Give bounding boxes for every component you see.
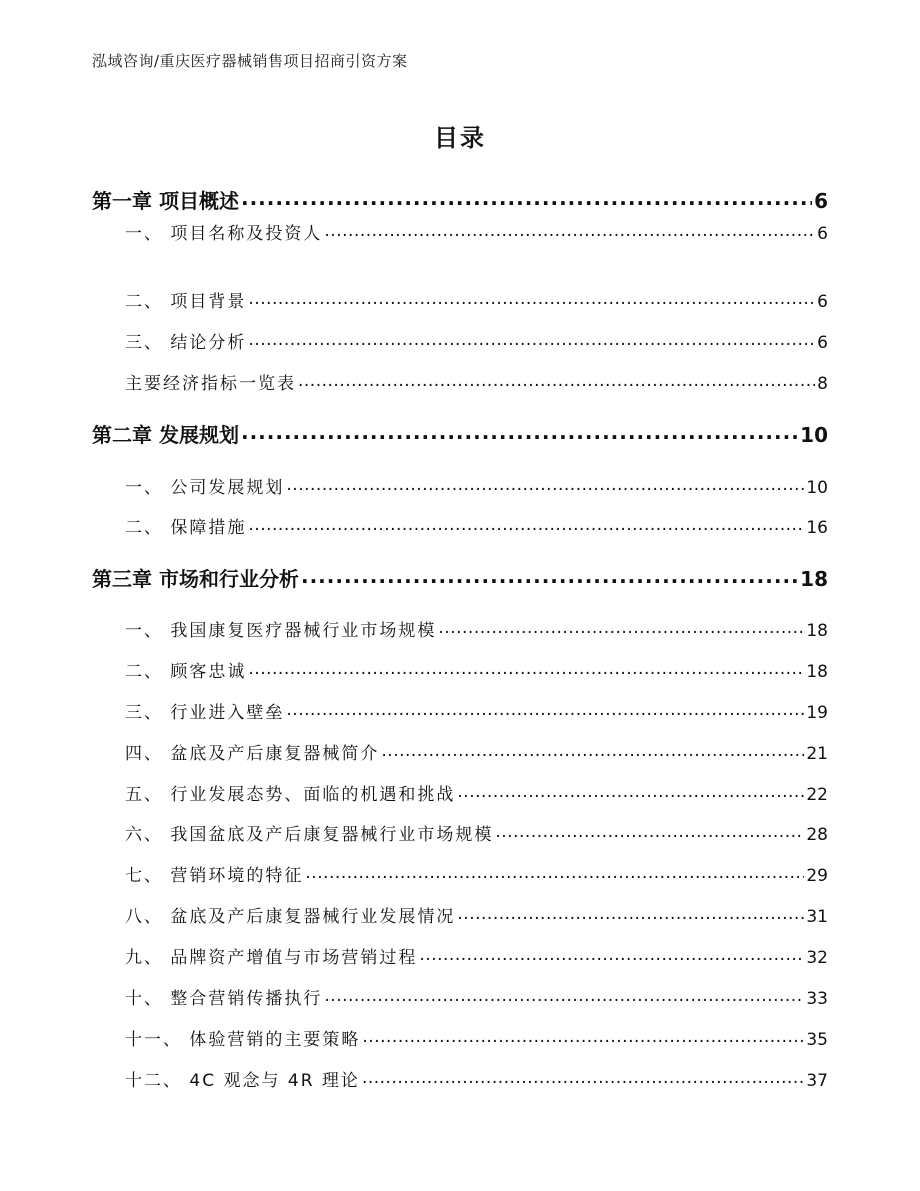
toc-entry-label: 一、 我国康复医疗器械行业市场规模	[125, 621, 437, 641]
toc-entry-label: 六、 我国盆底及产后康复器械行业市场规模	[125, 825, 494, 845]
toc-chapter-entry[interactable]	[92, 185, 828, 214]
toc-entry-label: 三、 行业进入壁垒	[125, 703, 285, 723]
dot-leader	[248, 290, 815, 307]
toc-section-entry[interactable]	[125, 943, 828, 968]
toc-entry-page: 6	[817, 292, 828, 312]
toc-section-entry[interactable]	[125, 219, 828, 244]
toc-section-entry[interactable]	[125, 984, 828, 1009]
toc-section-entry[interactable]	[125, 657, 828, 682]
toc-title: 目录	[434, 124, 486, 152]
toc-entry-label: 九、 品牌资产增值与市场营销过程	[125, 948, 418, 968]
toc-entry-page: 22	[806, 785, 828, 805]
toc-entry-page: 10	[806, 478, 828, 498]
toc-section-entry[interactable]	[125, 698, 828, 723]
toc-section-entry[interactable]	[125, 287, 828, 312]
dot-leader	[248, 660, 804, 677]
toc-section-entry[interactable]	[125, 1025, 828, 1050]
dot-leader	[298, 372, 815, 389]
dot-leader	[301, 566, 798, 586]
toc-entry-label: 二、 保障措施	[125, 518, 247, 538]
toc-entry-page: 21	[806, 744, 828, 764]
toc-entry-label: 一、 项目名称及投资人	[125, 224, 323, 244]
toc-entry-label: 五、 行业发展态势、面临的机遇和挑战	[125, 785, 456, 805]
toc-entry-label: 第三章 市场和行业分析	[92, 567, 299, 591]
toc-entry-page: 33	[806, 989, 828, 1009]
toc-section-entry[interactable]	[125, 739, 828, 764]
toc-entry-page: 18	[806, 662, 828, 682]
dot-leader	[457, 905, 804, 922]
toc-entry-page: 6	[814, 189, 828, 213]
dot-leader	[305, 864, 804, 881]
dot-leader	[248, 516, 804, 533]
toc-chapter-entry[interactable]	[92, 563, 828, 592]
page-header: 泓域咨询/重庆医疗器械销售项目招商引资方案	[92, 52, 408, 70]
toc-entry-label: 十、 整合营销传播执行	[125, 989, 323, 1009]
toc-entry-label: 主要经济指标一览表	[125, 374, 296, 394]
toc-entry-label: 四、 盆底及产后康复器械简介	[125, 744, 380, 764]
toc-section-entry[interactable]	[125, 820, 828, 845]
dot-leader	[286, 701, 804, 718]
toc-section-entry[interactable]	[125, 328, 828, 353]
toc-section-entry[interactable]	[125, 513, 828, 538]
dot-leader	[362, 1028, 804, 1045]
toc-entry-page: 8	[817, 374, 828, 394]
toc-section-entry[interactable]	[125, 1066, 828, 1091]
toc-section-entry[interactable]	[125, 616, 828, 641]
toc-entry-page: 6	[817, 224, 828, 244]
toc-entry-page: 28	[806, 825, 828, 845]
dot-leader	[241, 422, 798, 442]
toc-entry-label: 十一、 体验营销的主要策略	[125, 1030, 361, 1050]
toc-section-entry[interactable]	[125, 369, 828, 394]
toc-entry-page: 19	[806, 703, 828, 723]
toc-entry-page: 29	[806, 866, 828, 886]
toc-entry-page: 18	[800, 567, 828, 591]
toc-chapter-entry[interactable]	[92, 419, 828, 448]
toc-entry-label: 第一章 项目概述	[92, 189, 239, 213]
toc-entry-page: 37	[806, 1071, 828, 1091]
toc-entry-page: 10	[800, 423, 828, 447]
dot-leader	[495, 823, 804, 840]
dot-leader	[438, 619, 804, 636]
dot-leader	[286, 476, 804, 493]
dot-leader	[248, 331, 815, 348]
toc-section-entry[interactable]	[125, 902, 828, 927]
toc-entry-page: 32	[806, 948, 828, 968]
toc-entry-label: 二、 顾客忠诚	[125, 662, 247, 682]
dot-leader	[324, 987, 804, 1004]
toc-entry-label: 二、 项目背景	[125, 292, 247, 312]
toc-entry-page: 35	[806, 1030, 828, 1050]
dot-leader	[324, 222, 815, 239]
toc-entry-page: 6	[817, 333, 828, 353]
dot-leader	[381, 742, 804, 759]
toc-entry-label: 七、 营销环境的特征	[125, 866, 304, 886]
toc-entry-page: 16	[806, 518, 828, 538]
dot-leader	[362, 1069, 804, 1086]
toc-entry-page: 18	[806, 621, 828, 641]
dot-leader	[457, 783, 804, 800]
toc-entry-label: 第二章 发展规划	[92, 423, 239, 447]
dot-leader	[241, 188, 812, 208]
toc-entry-label: 十二、 4C 观念与 4R 理论	[125, 1071, 360, 1091]
toc-section-entry[interactable]	[125, 861, 828, 886]
toc-entry-label: 一、 公司发展规划	[125, 478, 285, 498]
toc-section-entry[interactable]	[125, 473, 828, 498]
dot-leader	[419, 946, 804, 963]
toc-entry-page: 31	[806, 907, 828, 927]
toc-entry-label: 三、 结论分析	[125, 333, 247, 353]
toc-entry-label: 八、 盆底及产后康复器械行业发展情况	[125, 907, 456, 927]
toc-section-entry[interactable]	[125, 780, 828, 805]
